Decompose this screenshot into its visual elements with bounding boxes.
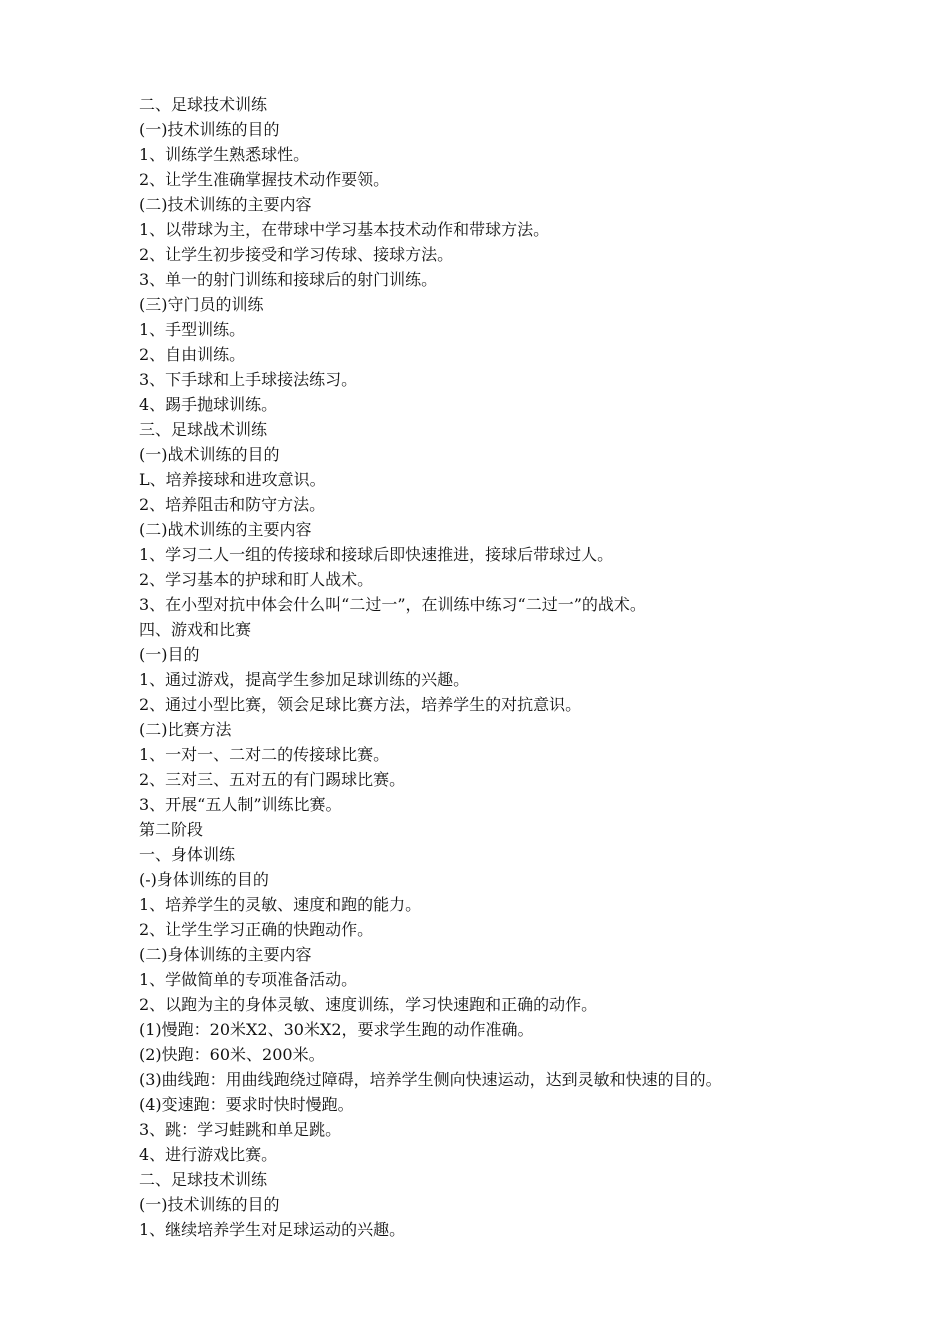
text-line: 4、踢手抛球训练。: [139, 395, 278, 414]
text-line: 一、身体训练: [139, 845, 236, 864]
text-line: 1、一对一、二对二的传接球比赛。: [139, 745, 390, 764]
text-line: (二)比赛方法: [139, 720, 232, 739]
text-line: (一)目的: [139, 645, 200, 664]
text-line: (4)变速跑：要求时快时慢跑。: [139, 1095, 354, 1114]
text-line: 3、开展“五人制”训练比赛。: [139, 795, 342, 814]
text-line: (一)战术训练的目的: [139, 445, 280, 464]
text-line: 3、下手球和上手球接法练习。: [139, 370, 358, 389]
text-line: L、培养接球和进攻意识。: [139, 470, 326, 489]
text-line: 2、三对三、五对五的有门踢球比赛。: [139, 770, 406, 789]
text-line: (二)身体训练的主要内容: [139, 945, 312, 964]
text-line: (-)身体训练的目的: [139, 870, 269, 889]
text-line: 第二阶段: [139, 820, 204, 839]
text-line: 3、跳：学习蛙跳和单足跳。: [139, 1120, 342, 1139]
text-line: 1、学习二人一组的传接球和接球后即快速推进，接球后带球过人。: [139, 545, 614, 564]
text-line: 4、进行游戏比赛。: [139, 1145, 278, 1164]
text-line: 2、以跑为主的身体灵敏、速度训练，学习快速跑和正确的动作。: [139, 995, 598, 1014]
text-line: 1、训练学生熟悉球性。: [139, 145, 310, 164]
text-line: (2)快跑：60米、200米。: [139, 1045, 325, 1064]
text-line: (三)守门员的训练: [139, 295, 264, 314]
text-line: (3)曲线跑：用曲线跑绕过障碍，培养学生侧向快速运动，达到灵敏和快速的目的。: [139, 1070, 722, 1089]
text-line: 二、足球技术训练: [139, 1170, 268, 1189]
document-body: [139, 92, 919, 1242]
text-line: (二)战术训练的主要内容: [139, 520, 312, 539]
text-line: (二)技术训练的主要内容: [139, 195, 312, 214]
text-line: 四、游戏和比赛: [139, 620, 252, 639]
text-line: 2、自由训练。: [139, 345, 246, 364]
text-line: 2、培养阻击和防守方法。: [139, 495, 326, 514]
text-line: 2、让学生初步接受和学习传球、接球方法。: [139, 245, 454, 264]
text-line: (1)慢跑：20米X2、30米X2，要求学生跑的动作准确。: [139, 1020, 534, 1039]
text-line: 三、足球战术训练: [139, 420, 268, 439]
text-line: 二、足球技术训练: [139, 95, 268, 114]
text-line: 2、通过小型比赛，领会足球比赛方法，培养学生的对抗意识。: [139, 695, 582, 714]
text-line: 3、单一的射门训练和接球后的射门训练。: [139, 270, 438, 289]
text-line: 1、继续培养学生对足球运动的兴趣。: [139, 1220, 406, 1239]
text-line: 1、学做简单的专项准备活动。: [139, 970, 358, 989]
text-line: 1、培养学生的灵敏、速度和跑的能力。: [139, 895, 422, 914]
text-line: 1、手型训练。: [139, 320, 246, 339]
text-line: 2、让学生学习正确的快跑动作。: [139, 920, 374, 939]
text-line: 2、让学生准确掌握技术动作要领。: [139, 170, 390, 189]
text-line: 1、通过游戏，提高学生参加足球训练的兴趣。: [139, 670, 470, 689]
text-line: 3、在小型对抗中体会什么叫“二过一”，在训练中练习“二过一”的战术。: [139, 595, 646, 614]
text-line: (一)技术训练的目的: [139, 120, 280, 139]
text-line: 1、以带球为主，在带球中学习基本技术动作和带球方法。: [139, 220, 550, 239]
text-line: 2、学习基本的护球和盯人战术。: [139, 570, 374, 589]
text-line: (一)技术训练的目的: [139, 1195, 280, 1214]
